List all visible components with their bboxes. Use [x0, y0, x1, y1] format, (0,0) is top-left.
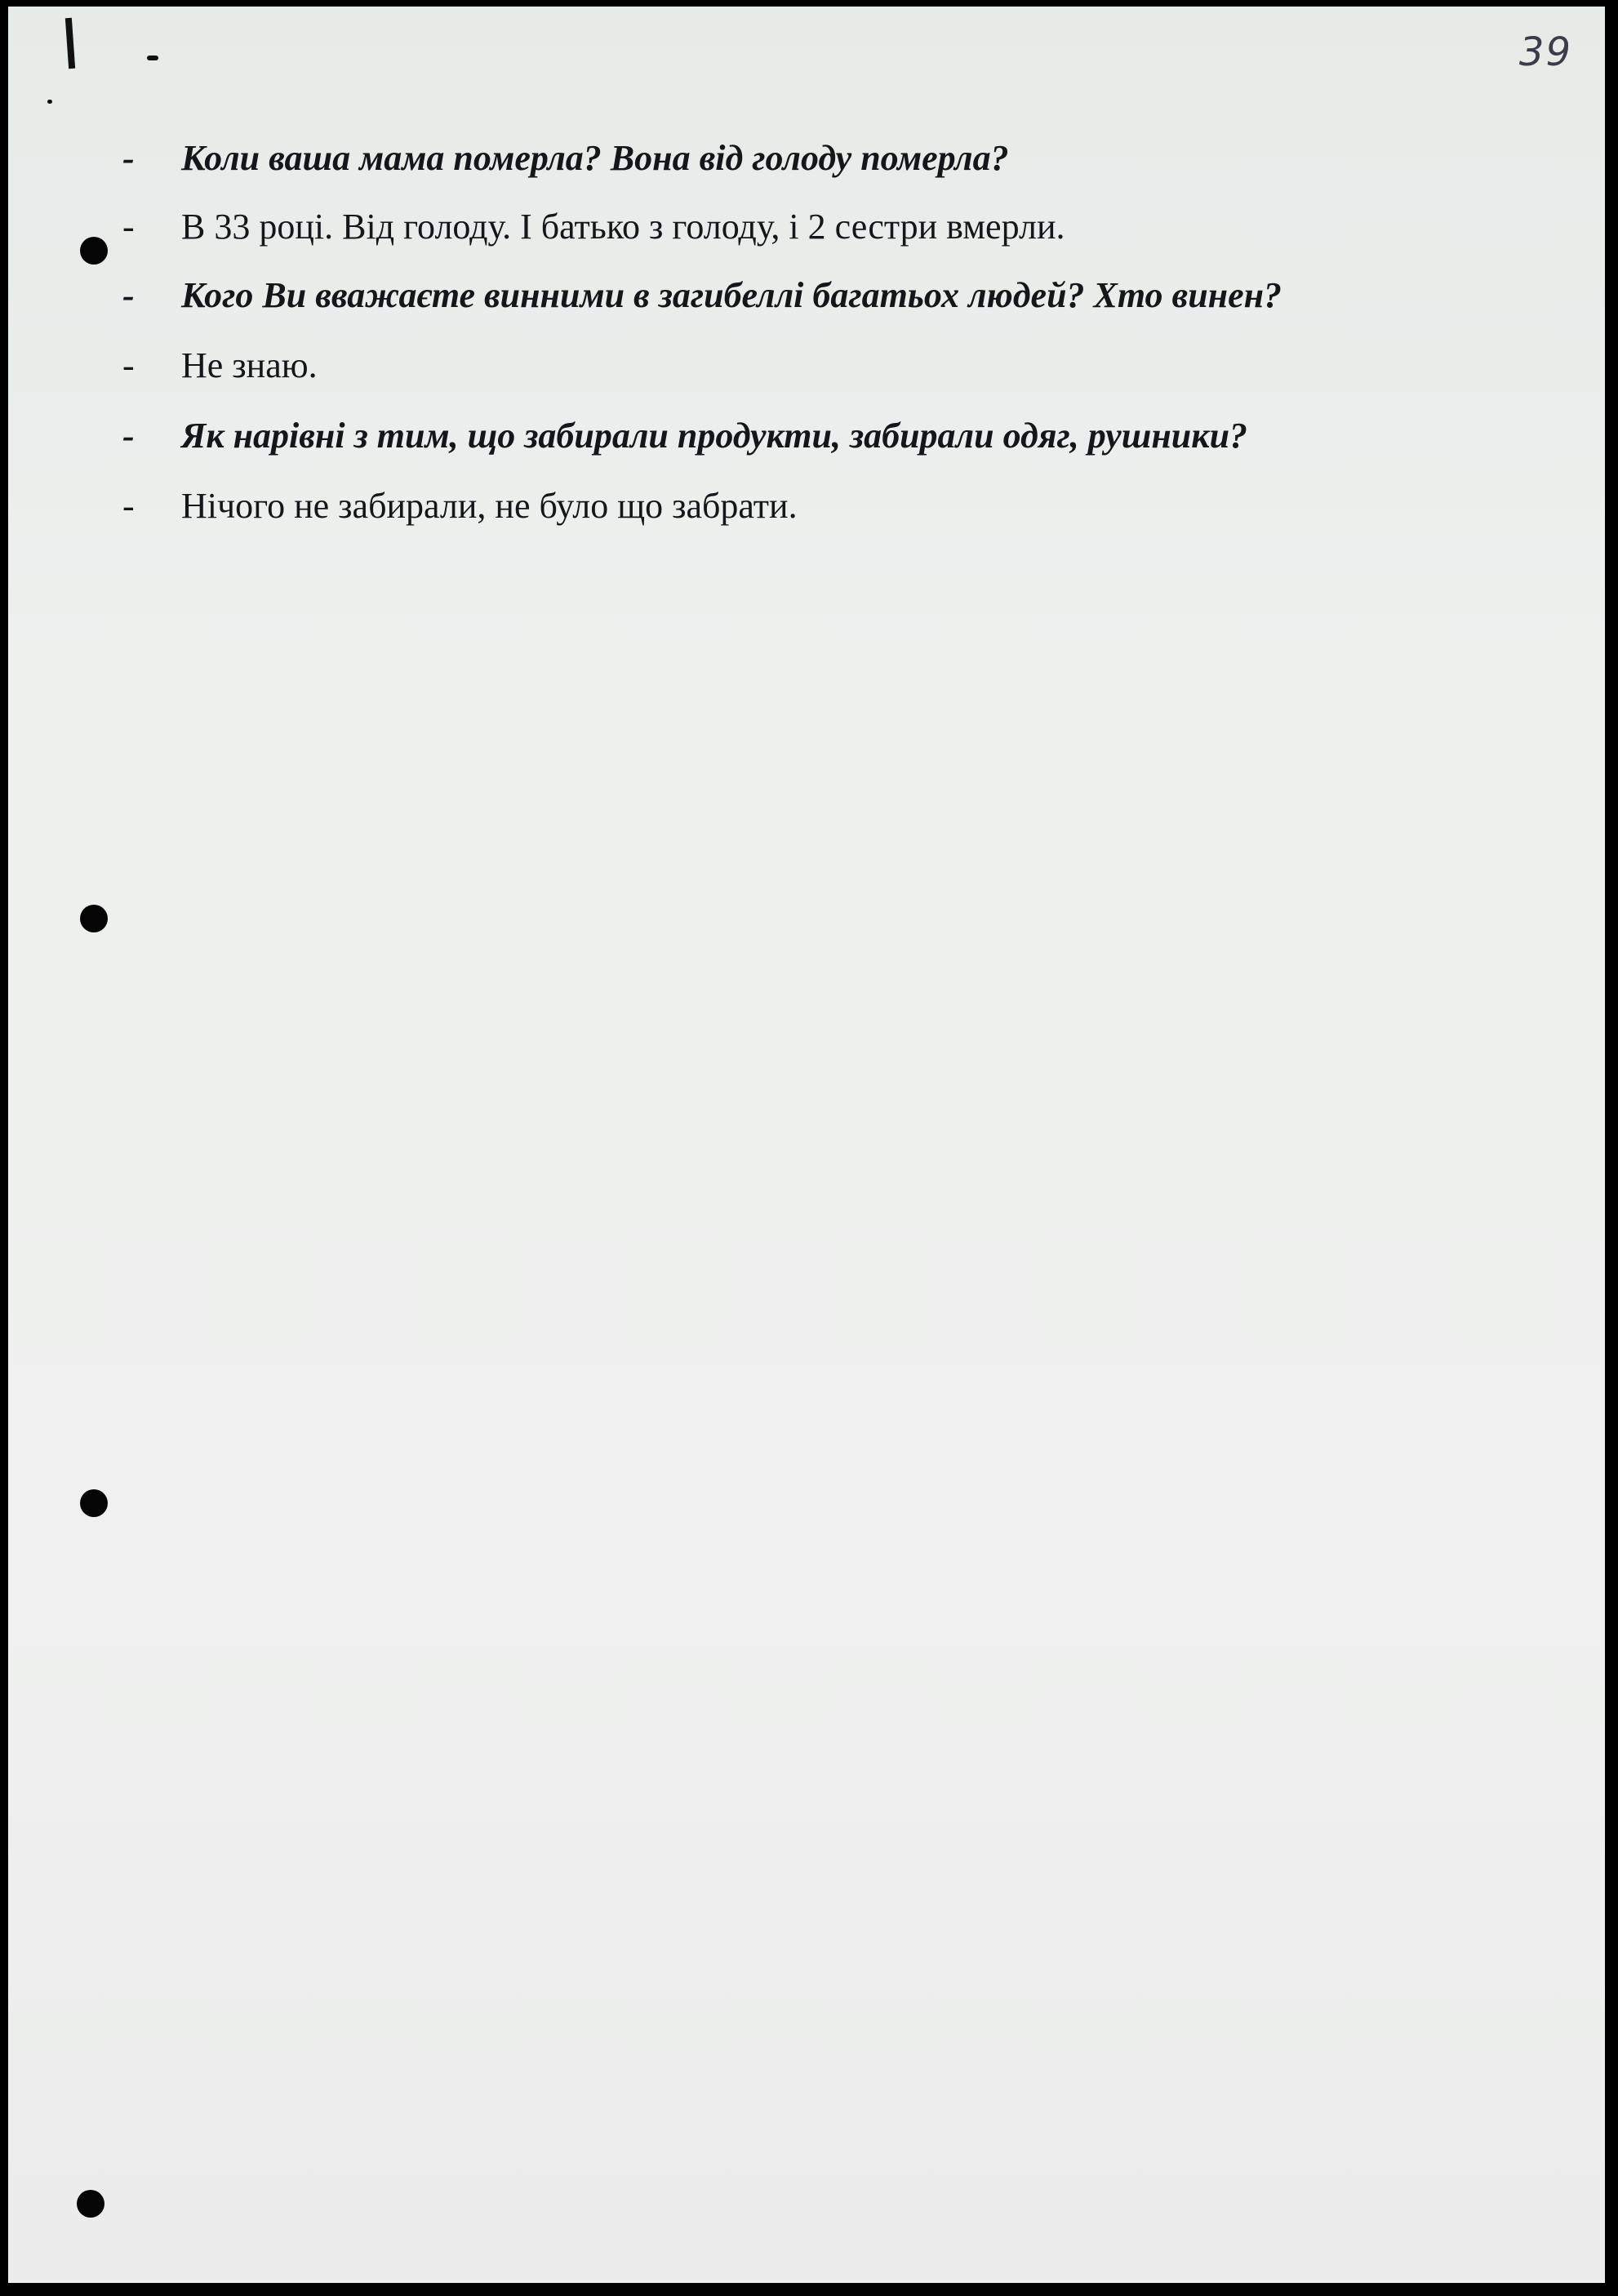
- respondent-answer: [122, 483, 1504, 529]
- question-text: Як нарівні з тим, що забирали продукти, забирали одяг, рушники?: [181, 416, 1248, 456]
- interview-transcript: [122, 136, 1504, 529]
- question-text: Коли ваша мама померла? Вона від голоду померла?: [181, 138, 1009, 178]
- list-dash: -: [122, 345, 135, 385]
- document-page: [8, 7, 1605, 2283]
- list-dash: -: [122, 207, 135, 247]
- ink-speck: [147, 56, 158, 60]
- respondent-answer: [122, 204, 1504, 250]
- answer-text: Не знаю.: [181, 345, 318, 385]
- list-dash: -: [122, 138, 135, 178]
- respondent-answer: [122, 343, 1504, 389]
- staple-mark: [65, 18, 75, 69]
- interviewer-question: [122, 413, 1504, 459]
- interviewer-question: [122, 273, 1504, 318]
- page-number: 39: [1518, 29, 1572, 75]
- punch-hole: [80, 1489, 108, 1517]
- question-text: Кого Ви вважаєте винними в загибеллі багатьох людей? Хто винен?: [181, 275, 1282, 315]
- punch-hole: [80, 905, 108, 932]
- interviewer-question: [122, 136, 1504, 181]
- ink-speck: [47, 100, 52, 104]
- list-dash: -: [122, 486, 135, 526]
- punch-hole: [80, 237, 108, 265]
- punch-hole: [77, 2190, 104, 2218]
- list-dash: -: [122, 275, 135, 315]
- answer-text: В 33 році. Від голоду. І батько з голоду, і 2 сестри вмерли.: [181, 207, 1065, 247]
- list-dash: -: [122, 416, 135, 456]
- answer-text: Нічого не забирали, не було що забрати.: [181, 486, 798, 526]
